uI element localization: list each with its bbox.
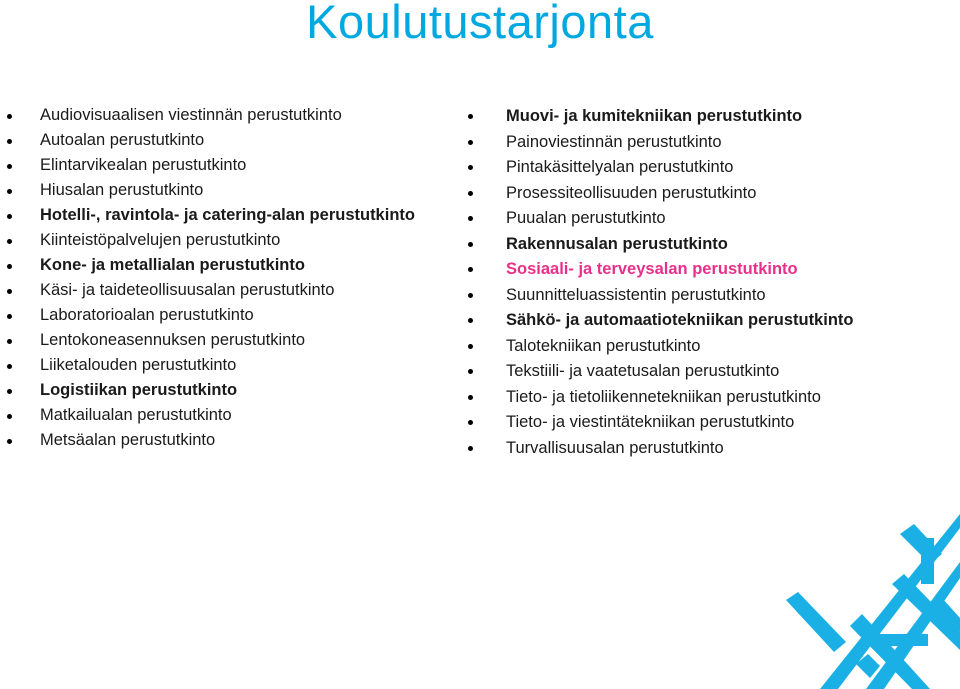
program-list-item — [0, 379, 440, 404]
program-list-item — [466, 359, 960, 385]
bullet-icon — [468, 318, 473, 323]
program-list-item — [0, 279, 440, 304]
bullet-icon — [7, 289, 12, 294]
program-name: Tieto- ja viestintätekniikan perustutkinto — [506, 413, 795, 431]
program-list-item — [466, 155, 960, 181]
program-name: Logistiikan perustutkinto — [40, 381, 238, 399]
program-name: Tekstiili- ja vaatetusalan perustutkinto — [506, 362, 780, 380]
bullet-icon — [468, 369, 473, 374]
program-list-item — [466, 334, 960, 360]
bullet-icon — [7, 239, 12, 244]
program-name: Hotelli-, ravintola- ja catering-alan perustutkinto — [40, 206, 415, 224]
bullet-icon — [7, 339, 12, 344]
program-list-item — [466, 257, 960, 283]
bullet-icon — [7, 164, 12, 169]
program-name: Liiketalouden perustutkinto — [40, 356, 237, 374]
program-list-item — [0, 179, 440, 204]
program-name: Käsi- ja taideteollisuusalan perustutkinto — [40, 281, 335, 299]
program-name: Metsäalan perustutkinto — [40, 431, 216, 449]
program-name: Kone- ja metallialan perustutkinto — [40, 256, 305, 274]
program-name: Lentokoneasennuksen perustutkinto — [40, 331, 306, 349]
bullet-icon — [468, 114, 473, 119]
bullet-icon — [468, 395, 473, 400]
program-list-item — [0, 104, 440, 129]
program-name: Sosiaali- ja terveysalan perustutkinto — [506, 260, 798, 278]
bullet-icon — [468, 191, 473, 196]
bullet-icon — [468, 420, 473, 425]
program-list-item — [466, 181, 960, 207]
bullet-icon — [7, 414, 12, 419]
program-name: Prosessiteollisuuden perustutkinto — [506, 183, 757, 202]
program-list-item — [0, 154, 440, 179]
snowflake-corner-icon — [780, 514, 960, 689]
program-list-item — [0, 404, 440, 429]
program-name: Talotekniikan perustutkinto — [506, 336, 701, 355]
program-list-item — [0, 129, 440, 154]
bullet-icon — [7, 139, 12, 144]
bullet-icon — [7, 364, 12, 369]
program-name: Suunnitteluassistentin perustutkinto — [506, 285, 766, 304]
bullet-icon — [7, 114, 12, 119]
program-name: Elintarvikealan perustutkinto — [40, 156, 247, 174]
bullet-icon — [468, 293, 473, 298]
program-name: Audiovisuaalisen viestinnän perustutkinto — [40, 106, 342, 124]
right-program-list — [466, 104, 960, 461]
program-list-item — [0, 229, 440, 254]
bullet-icon — [468, 267, 473, 272]
bullet-icon — [468, 165, 473, 170]
bullet-icon — [7, 189, 12, 194]
program-list-item — [466, 283, 960, 309]
bullet-icon — [7, 264, 12, 269]
program-list-item — [466, 130, 960, 156]
program-name: Matkailualan perustutkinto — [40, 406, 232, 424]
program-name: Painoviestinnän perustutkinto — [506, 132, 722, 151]
page-title: Koulutustarjonta — [306, 0, 654, 48]
bullet-icon — [468, 216, 473, 221]
program-name: Turvallisuusalan perustutkinto — [506, 438, 724, 457]
program-list-item — [0, 429, 440, 454]
program-list-item — [0, 304, 440, 329]
program-name: Kiinteistöpalvelujen perustutkinto — [40, 231, 281, 249]
bullet-icon — [468, 446, 473, 451]
program-list-item — [466, 385, 960, 411]
program-list-item — [466, 436, 960, 462]
bullet-icon — [7, 439, 12, 444]
bullet-icon — [468, 140, 473, 145]
program-name: Muovi- ja kumitekniikan perustutkinto — [506, 107, 803, 125]
program-name: Laboratorioalan perustutkinto — [40, 306, 254, 324]
program-name: Pintakäsittelyalan perustutkinto — [506, 158, 734, 176]
program-name: Autoalan perustutkinto — [40, 131, 205, 149]
bullet-icon — [7, 214, 12, 219]
program-list-item — [0, 354, 440, 379]
program-list-item — [466, 410, 960, 436]
program-name: Rakennusalan perustutkinto — [506, 234, 728, 253]
left-program-list — [0, 104, 440, 454]
program-list-item — [466, 232, 960, 258]
program-name: Sähkö- ja automaatiotekniikan perustutkinto — [506, 311, 854, 329]
program-name: Hiusalan perustutkinto — [40, 181, 204, 199]
program-list-item — [0, 254, 440, 279]
bullet-icon — [7, 389, 12, 394]
bullet-icon — [7, 314, 12, 319]
program-name: Puualan perustutkinto — [506, 209, 666, 227]
program-list-item — [466, 206, 960, 232]
program-list-item — [466, 104, 960, 130]
bullet-icon — [468, 242, 473, 247]
bullet-icon — [468, 344, 473, 349]
program-list-item — [0, 204, 440, 229]
program-list-item — [0, 329, 440, 354]
program-list-item — [466, 308, 960, 334]
program-name: Tieto- ja tietoliikennetekniikan perustutkinto — [506, 387, 821, 406]
